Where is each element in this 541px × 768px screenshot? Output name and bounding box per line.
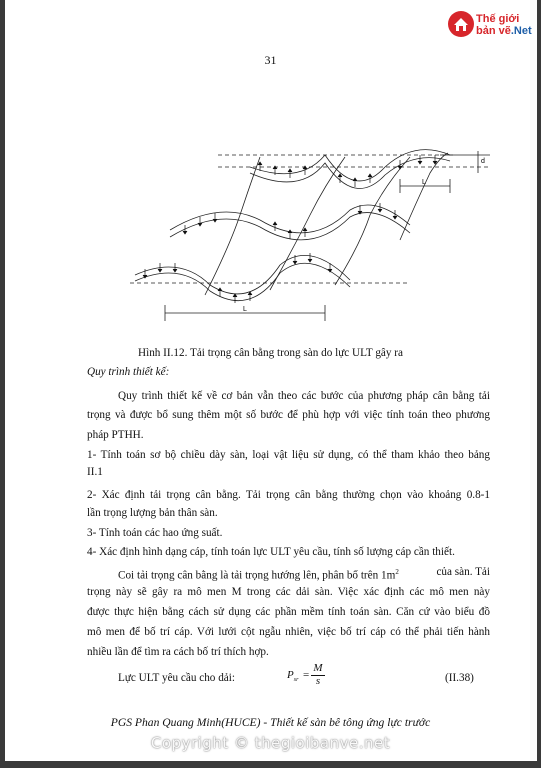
figure-label-l-top: L [422, 179, 426, 186]
paragraph2-line1-tail: của sàn. Tải [436, 566, 490, 578]
frame-right [537, 0, 541, 768]
logo-line1: Thế giới [476, 13, 520, 25]
paragraph2-line1-text: Coi tải trọng cân bằng là tải trọng hướng lên, phân bố trên 1m [118, 569, 396, 582]
paragraph2-line5: nhiều lần để tìm ra cách bố trí thích hợp. [87, 646, 269, 658]
formula-lhs-symbol: P [287, 669, 294, 681]
paragraph2-line4: mô men để bố trí cáp. Với lưới cột ngẫu nhiên, việc bố trí cáp có thể phải tiến hành [87, 626, 490, 638]
step2-line1: 2- Xác định tải trọng cân bằng. Tải trọng cân bằng thường chọn vào khoảng 0.8-1 [87, 489, 490, 501]
house-icon [448, 11, 474, 37]
footer-author: PGS Phan Quang Minh(HUCE) - Thiết kế sàn bê tông ứng lực trước [110, 716, 431, 729]
step3-line1: 3- Tính toán các hao ứng suất. [87, 527, 223, 539]
step2-line2: lần trọng lượng bản thân sàn. [87, 507, 218, 519]
formula-lhs-sub: sr [293, 677, 299, 684]
step1-line1: 1- Tính toán sơ bộ chiều dày sàn, loại vật liệu sử dụng, có thể tham khảo theo bảng [87, 449, 490, 461]
slab-load-figure [110, 145, 500, 330]
frame-bottom [0, 761, 541, 768]
figure-caption: Hình II.12. Tải trọng cân bằng trong sàn do lực ULT gây ra [138, 347, 403, 359]
formula-lhs [287, 669, 298, 683]
paragraph1-line3: pháp PTHH. [87, 429, 144, 441]
logo-line2-suffix: .Net [510, 25, 532, 37]
paragraph2-line1 [118, 565, 490, 584]
formula-denominator: s [315, 675, 321, 687]
logo-line2-main: bản vẽ [476, 25, 511, 37]
frame-left [0, 0, 5, 768]
formula-label: Lực ULT yêu cầu cho dải: [118, 672, 235, 684]
paragraph2-line3: được thực hiện bằng cách sử dụng các phần mềm tính toán sàn. Căn cứ vào biểu đồ [87, 606, 490, 618]
step4-line1: 4- Xác định hình dạng cáp, tính toán lực ULT yêu cầu, tính số lượng cáp cần thiết. [87, 546, 455, 558]
paragraph2-line1-head [118, 565, 399, 584]
page-number: 31 [264, 53, 277, 67]
logo-line2 [476, 25, 532, 37]
formula-equals: = [303, 669, 310, 681]
formula-number: (II.38) [445, 672, 474, 684]
logo-text [476, 13, 532, 37]
paragraph2-line1-sup: 2 [395, 568, 399, 576]
step1-line2: II.1 [87, 466, 103, 478]
paragraph1-line2: trọng và được bổ sung thêm một số bước để phù hợp với việc tính toán theo phương [87, 409, 490, 421]
section-heading: Quy trình thiết kế: [87, 366, 170, 378]
formula-numerator: M [313, 662, 323, 674]
figure-label-d: d [481, 158, 485, 165]
paragraph1-line1: Quy trình thiết kế về cơ bản vẫn theo các bước của phương pháp cân bằng tải [118, 390, 490, 402]
figure-label-l-bottom: L [243, 306, 247, 313]
site-logo[interactable] [448, 11, 534, 41]
copyright-watermark: Copyright © thegioibanve.net [150, 734, 391, 752]
paragraph2-line2: trọng này sẽ gây ra mô men M trong các dải sàn. Việc xác định các mô men này [87, 586, 490, 598]
